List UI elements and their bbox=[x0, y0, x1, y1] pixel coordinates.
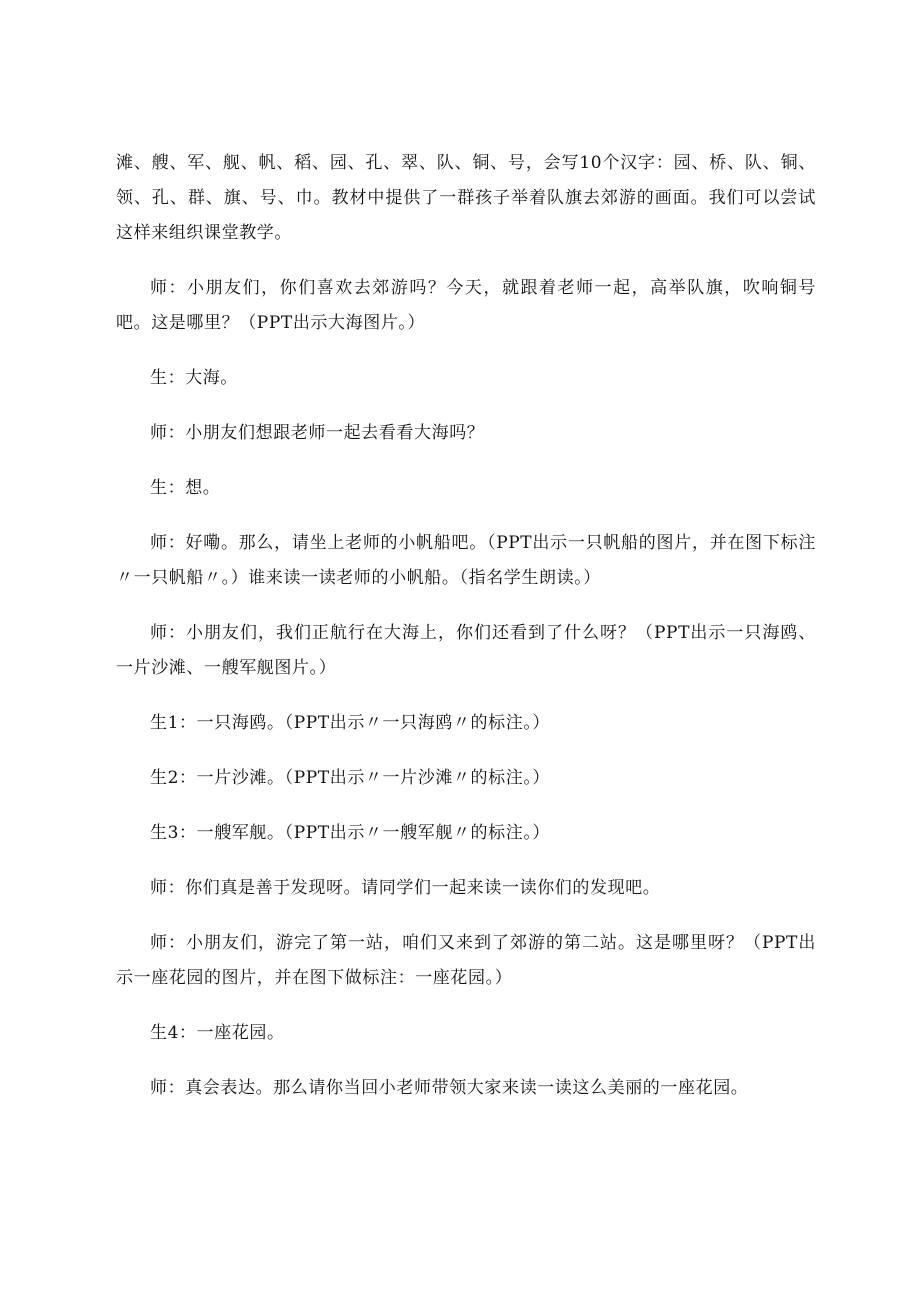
student-line-2: 生：想。 bbox=[150, 478, 221, 498]
teacher-line-2: 师：小朋友们想跟老师一起去看看大海吗？ bbox=[150, 423, 485, 443]
teacher-line-1: 师：小朋友们，你们喜欢去郊游吗？今天，就跟着老师一起，高举队旗，吹响铜号吧。这是哪里？（PPT出示大海图片。） bbox=[116, 278, 816, 333]
student-line-3: 生1：一只海鸥。（PPT出示〃一只海鸥〃的标注。） bbox=[150, 713, 551, 733]
document-body bbox=[116, 146, 816, 1106]
student-line-4: 生2：一片沙滩。（PPT出示〃一片沙滩〃的标注。） bbox=[150, 768, 551, 788]
teacher-line-3: 师：好嘞。那么，请坐上老师的小帆船吧。（PPT出示一只帆船的图片，并在图下标注〃一只帆船〃。）谁来读一读老师的小帆船。（指名学生朗读。） bbox=[116, 533, 816, 588]
teacher-line-6: 师：小朋友们，游完了第一站，咱们又来到了郊游的第二站。这是哪里呀？（PPT出示一座花园的图片，并在图下做标注：一座花园。） bbox=[116, 933, 816, 988]
student-line-5: 生3：一艘军舰。（PPT出示〃一艘军舰〃的标注。） bbox=[150, 823, 551, 843]
student-line-6: 生4：一座花园。 bbox=[150, 1023, 285, 1043]
teacher-line-7: 师：真会表达。那么请你当回小老师带领大家来读一读这么美丽的一座花园。 bbox=[150, 1078, 749, 1098]
intro-paragraph: 滩、艘、军、舰、帆、稻、园、孔、翠、队、铜、号，会写10个汉字：园、桥、队、铜、领、孔、群、旗、号、巾。教材中提供了一群孩子举着队旗去郊游的画面。我们可以尝试这样来组织课堂教学。 bbox=[116, 153, 816, 243]
student-line-1: 生：大海。 bbox=[150, 368, 238, 388]
teacher-line-5: 师：你们真是善于发现呀。请同学们一起来读一读你们的发现吧。 bbox=[150, 878, 661, 898]
teacher-line-4: 师：小朋友们，我们正航行在大海上，你们还看到了什么呀？（PPT出示一只海鸥、一片沙滩、一艘军舰图片。） bbox=[116, 623, 816, 678]
